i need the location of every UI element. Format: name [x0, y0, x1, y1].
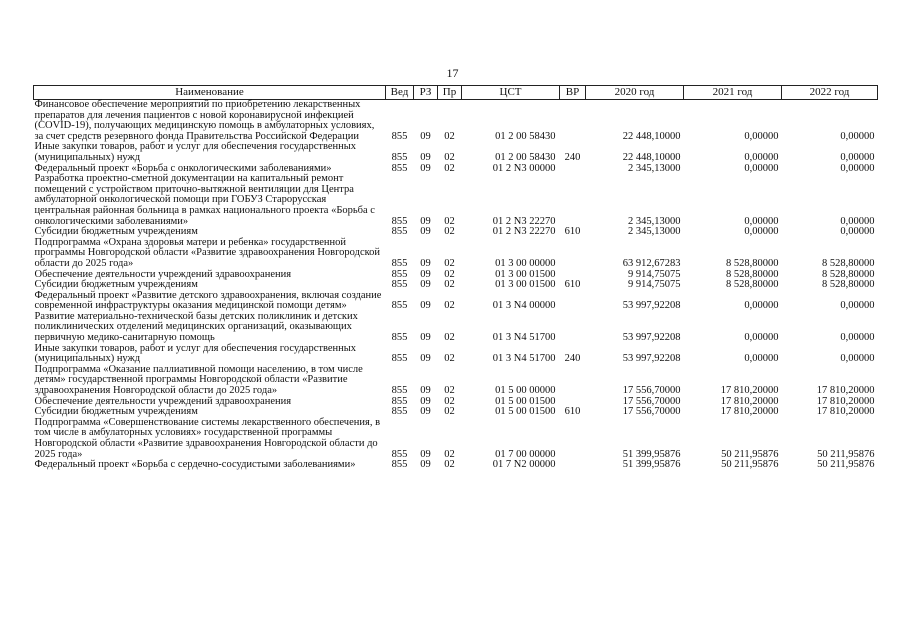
cell-2021: 50 211,95876 — [721, 448, 779, 460]
cell-2021: 17 810,20000 — [720, 406, 779, 418]
cell-2020: 53 997,92208 — [622, 300, 681, 312]
cell-pr: 02 — [444, 151, 455, 163]
cell-cst: 01 7 00 00000 — [495, 448, 556, 460]
cell-pr: 02 — [444, 279, 455, 291]
cell-ved: 855 — [391, 395, 408, 407]
cell-rz: 09 — [420, 332, 431, 344]
cell-2020: 17 556,70000 — [622, 395, 681, 407]
cell-rz: 09 — [420, 151, 431, 163]
cell-pr: 02 — [444, 395, 455, 407]
header-name: Наименование — [34, 86, 386, 100]
cell-rz: 09 — [420, 162, 431, 174]
cell-cst: 01 3 00 01500 — [495, 279, 556, 291]
cell-name: Разработка проектно-сметной документации на капитальный ремонт помещений с устройством приточно-вытяжной вентиляции для Центра амбулаторной онкологической помощи при ГОБУЗ Старорусская центральная районная больница в рамках национального проекта «Борьба с онкологическими заболеваниями» — [34, 173, 375, 227]
cell-2022: 0,00000 — [840, 353, 875, 365]
cell-name: Иные закупки товаров, работ и услуг для обеспечения государственных (муниципальных) нужд — [34, 342, 357, 365]
table-row — [34, 418, 878, 460]
cell-pr: 02 — [444, 257, 455, 269]
cell-cst: 01 3 N4 00000 — [492, 300, 556, 312]
cell-2021: 17 810,20000 — [720, 395, 779, 407]
cell-rz: 09 — [420, 279, 431, 291]
cell-2022: 17 810,20000 — [816, 395, 875, 407]
cell-vr — [560, 164, 586, 175]
cell-ved: 855 — [391, 332, 408, 344]
cell-2020: 51 399,95876 — [622, 448, 681, 460]
header-vr: ВР — [560, 86, 586, 100]
cell-rz: 09 — [420, 353, 431, 365]
cell-pr: 02 — [444, 448, 455, 460]
cell-cst: 01 2 N3 22270 — [492, 226, 556, 238]
cell-2020: 63 912,67283 — [622, 257, 681, 269]
cell-rz: 09 — [420, 406, 431, 418]
cell-ved: 855 — [391, 215, 408, 227]
cell-name: Субсидии бюджетным учреждениям — [34, 226, 198, 238]
cell-cst: 01 2 00 58430 — [495, 130, 556, 142]
cell-2020: 2 345,13000 — [628, 162, 681, 174]
cell-ved: 855 — [391, 257, 408, 269]
cell-2022: 8 528,80000 — [822, 268, 875, 280]
cell-pr: 02 — [444, 268, 455, 280]
cell-pr: 02 — [444, 130, 455, 142]
cell-name: Федеральный проект «Борьба с онкологическими заболеваниями» — [34, 162, 332, 174]
cell-vr: 610 — [564, 406, 581, 418]
cell-cst: 01 2 N3 00000 — [492, 162, 556, 174]
cell-vr — [560, 418, 586, 460]
cell-rz: 09 — [420, 268, 431, 280]
budget-table-container — [33, 85, 877, 471]
cell-pr: 02 — [444, 300, 455, 312]
cell-2020: 51 399,95876 — [622, 459, 681, 471]
cell-2022: 0,00000 — [840, 215, 875, 227]
cell-2022: 0,00000 — [840, 226, 875, 238]
cell-ved: 855 — [391, 448, 408, 460]
cell-2020: 9 914,75075 — [628, 268, 681, 280]
table-row — [34, 460, 878, 471]
cell-ved: 855 — [391, 353, 408, 365]
cell-vr: 240 — [564, 353, 581, 365]
cell-2022: 0,00000 — [840, 162, 875, 174]
cell-ved: 855 — [391, 406, 408, 418]
cell-2020: 53 997,92208 — [622, 353, 681, 365]
cell-name: Обеспечение деятельности учреждений здравоохранения — [34, 395, 292, 407]
cell-rz: 09 — [420, 300, 431, 312]
cell-cst: 01 2 00 58430 — [495, 151, 556, 163]
cell-2021: 0,00000 — [744, 151, 779, 163]
cell-name: Иные закупки товаров, работ и услуг для обеспечения государственных (муниципальных) нужд — [34, 141, 357, 163]
cell-cst: 01 5 00 01500 — [495, 406, 556, 418]
cell-2022: 0,00000 — [840, 151, 875, 163]
cell-vr — [560, 312, 586, 344]
cell-ved: 855 — [391, 162, 408, 174]
cell-2020: 17 556,70000 — [622, 385, 681, 397]
cell-ved: 855 — [391, 130, 408, 142]
cell-rz: 09 — [420, 448, 431, 460]
header-2022: 2022 год — [782, 86, 878, 100]
cell-pr: 02 — [444, 385, 455, 397]
cell-pr: 02 — [444, 226, 455, 238]
cell-rz: 09 — [420, 257, 431, 269]
cell-2021: 0,00000 — [744, 300, 779, 312]
cell-cst: 01 3 00 01500 — [495, 268, 556, 280]
cell-name: Подпрограмма «Совершенствование системы лекарственного обеспечения, в том числе в амбулаторных условиях» государственной программы Новгородской области «Развитие здравоохранения Новгородской области до 2025 года» — [34, 416, 381, 460]
cell-pr: 02 — [444, 459, 455, 471]
cell-2022: 17 810,20000 — [816, 406, 875, 418]
cell-vr — [560, 460, 586, 471]
header-rz: РЗ — [414, 86, 438, 100]
table-row — [34, 100, 878, 143]
cell-2021: 0,00000 — [744, 215, 779, 227]
cell-ved: 855 — [391, 226, 408, 238]
cell-vr: 610 — [564, 226, 581, 238]
cell-2022: 8 528,80000 — [822, 257, 875, 269]
cell-cst: 01 3 N4 51700 — [492, 353, 556, 365]
cell-name: Субсидии бюджетным учреждениям — [34, 279, 198, 291]
table-row — [34, 174, 878, 227]
cell-name: Федеральный проект «Борьба с сердечно-сосудистыми заболеваниями» — [34, 459, 356, 471]
cell-name: Финансовое обеспечение мероприятий по приобретению лекарственных препаратов для лечения пациентов с новой коронавирусной инфекцией (COVID-19), получающих медицинскую помощь в амбулаторных условиях, за счет средств резервного фонда Правительства Российской Федерации — [34, 99, 375, 142]
cell-2021: 50 211,95876 — [721, 459, 779, 471]
cell-2022: 0,00000 — [840, 332, 875, 344]
cell-cst: 01 3 N4 51700 — [492, 332, 556, 344]
cell-name: Субсидии бюджетным учреждениям — [34, 406, 198, 418]
cell-2021: 8 528,80000 — [726, 257, 779, 269]
cell-2021: 0,00000 — [744, 130, 779, 142]
cell-2021: 0,00000 — [744, 162, 779, 174]
cell-vr — [560, 100, 586, 143]
table-row — [34, 344, 878, 365]
cell-ved: 855 — [391, 300, 408, 312]
cell-cst: 01 7 N2 00000 — [492, 459, 556, 471]
cell-name: Подпрограмма «Оказание паллиативной помощи населению, в том числе детям» государственной программы Новгородской области «Развитие здравоохранения Новгородской области до 2025 года» — [34, 363, 363, 397]
table-row — [34, 238, 878, 270]
cell-2022: 0,00000 — [840, 300, 875, 312]
header-2021: 2021 год — [684, 86, 782, 100]
cell-name: Подпрограмма «Охрана здоровья матери и ребенка» государственной программы Новгородской области «Развитие здравоохранения Новгородской области до 2025 года» — [34, 236, 381, 269]
cell-2021: 8 528,80000 — [726, 279, 779, 291]
cell-ved: 855 — [391, 151, 408, 163]
cell-vr — [560, 291, 586, 312]
cell-pr: 02 — [444, 332, 455, 344]
cell-2021: 17 810,20000 — [720, 385, 779, 397]
table-row — [34, 142, 878, 163]
cell-ved: 855 — [391, 279, 408, 291]
header-pr: Пр — [438, 86, 462, 100]
cell-2020: 22 448,10000 — [622, 130, 681, 142]
cell-2022: 0,00000 — [840, 130, 875, 142]
cell-2020: 17 556,70000 — [622, 406, 681, 418]
cell-name: Обеспечение деятельности учреждений здравоохранения — [34, 268, 292, 280]
cell-vr: 240 — [564, 151, 581, 163]
table-header-row — [34, 86, 878, 100]
table-row — [34, 291, 878, 312]
cell-cst: 01 5 00 00000 — [495, 385, 556, 397]
cell-vr: 610 — [564, 279, 581, 291]
cell-pr: 02 — [444, 215, 455, 227]
budget-table — [33, 85, 878, 471]
cell-pr: 02 — [444, 162, 455, 174]
cell-2020: 9 914,75075 — [628, 279, 681, 291]
cell-2020: 2 345,13000 — [628, 215, 681, 227]
cell-2022: 8 528,80000 — [822, 279, 875, 291]
table-body — [34, 100, 878, 471]
table-row — [34, 312, 878, 344]
cell-name: Развитие материально-технической базы детских поликлиник и детских поликлинических отделений медицинских организаций, оказывающих первичную медико-санитарную помощь — [34, 310, 358, 344]
cell-rz: 09 — [420, 226, 431, 238]
cell-ved: 855 — [391, 268, 408, 280]
cell-pr: 02 — [444, 406, 455, 418]
cell-rz: 09 — [420, 459, 431, 471]
cell-cst: 01 3 00 00000 — [495, 257, 556, 269]
page-number: 17 — [446, 66, 459, 80]
cell-2022: 50 211,95876 — [817, 459, 875, 471]
header-2020: 2020 год — [586, 86, 684, 100]
cell-2021: 8 528,80000 — [726, 268, 779, 280]
cell-rz: 09 — [420, 385, 431, 397]
cell-vr — [560, 174, 586, 227]
cell-pr: 02 — [444, 353, 455, 365]
cell-ved: 855 — [391, 385, 408, 397]
cell-cst: 01 2 N3 22270 — [492, 215, 556, 227]
cell-rz: 09 — [420, 395, 431, 407]
cell-2020: 2 345,13000 — [628, 226, 681, 238]
cell-2022: 50 211,95876 — [817, 448, 875, 460]
table-row — [34, 365, 878, 397]
cell-vr — [560, 238, 586, 270]
header-ved: Вед — [386, 86, 414, 100]
header-cst: ЦСТ — [462, 86, 560, 100]
cell-rz: 09 — [420, 130, 431, 142]
cell-cst: 01 5 00 01500 — [495, 395, 556, 407]
cell-ved: 855 — [391, 459, 408, 471]
cell-2020: 22 448,10000 — [622, 151, 681, 163]
cell-name: Федеральный проект «Развитие детского здравоохранения, включая создание современной инфраструктуры оказания медицинской помощи детям» — [34, 289, 382, 312]
cell-2021: 0,00000 — [744, 332, 779, 344]
cell-2022: 17 810,20000 — [816, 385, 875, 397]
cell-2020: 53 997,92208 — [622, 332, 681, 344]
cell-2021: 0,00000 — [744, 226, 779, 238]
cell-rz: 09 — [420, 215, 431, 227]
cell-2021: 0,00000 — [744, 353, 779, 365]
cell-vr — [560, 365, 586, 397]
